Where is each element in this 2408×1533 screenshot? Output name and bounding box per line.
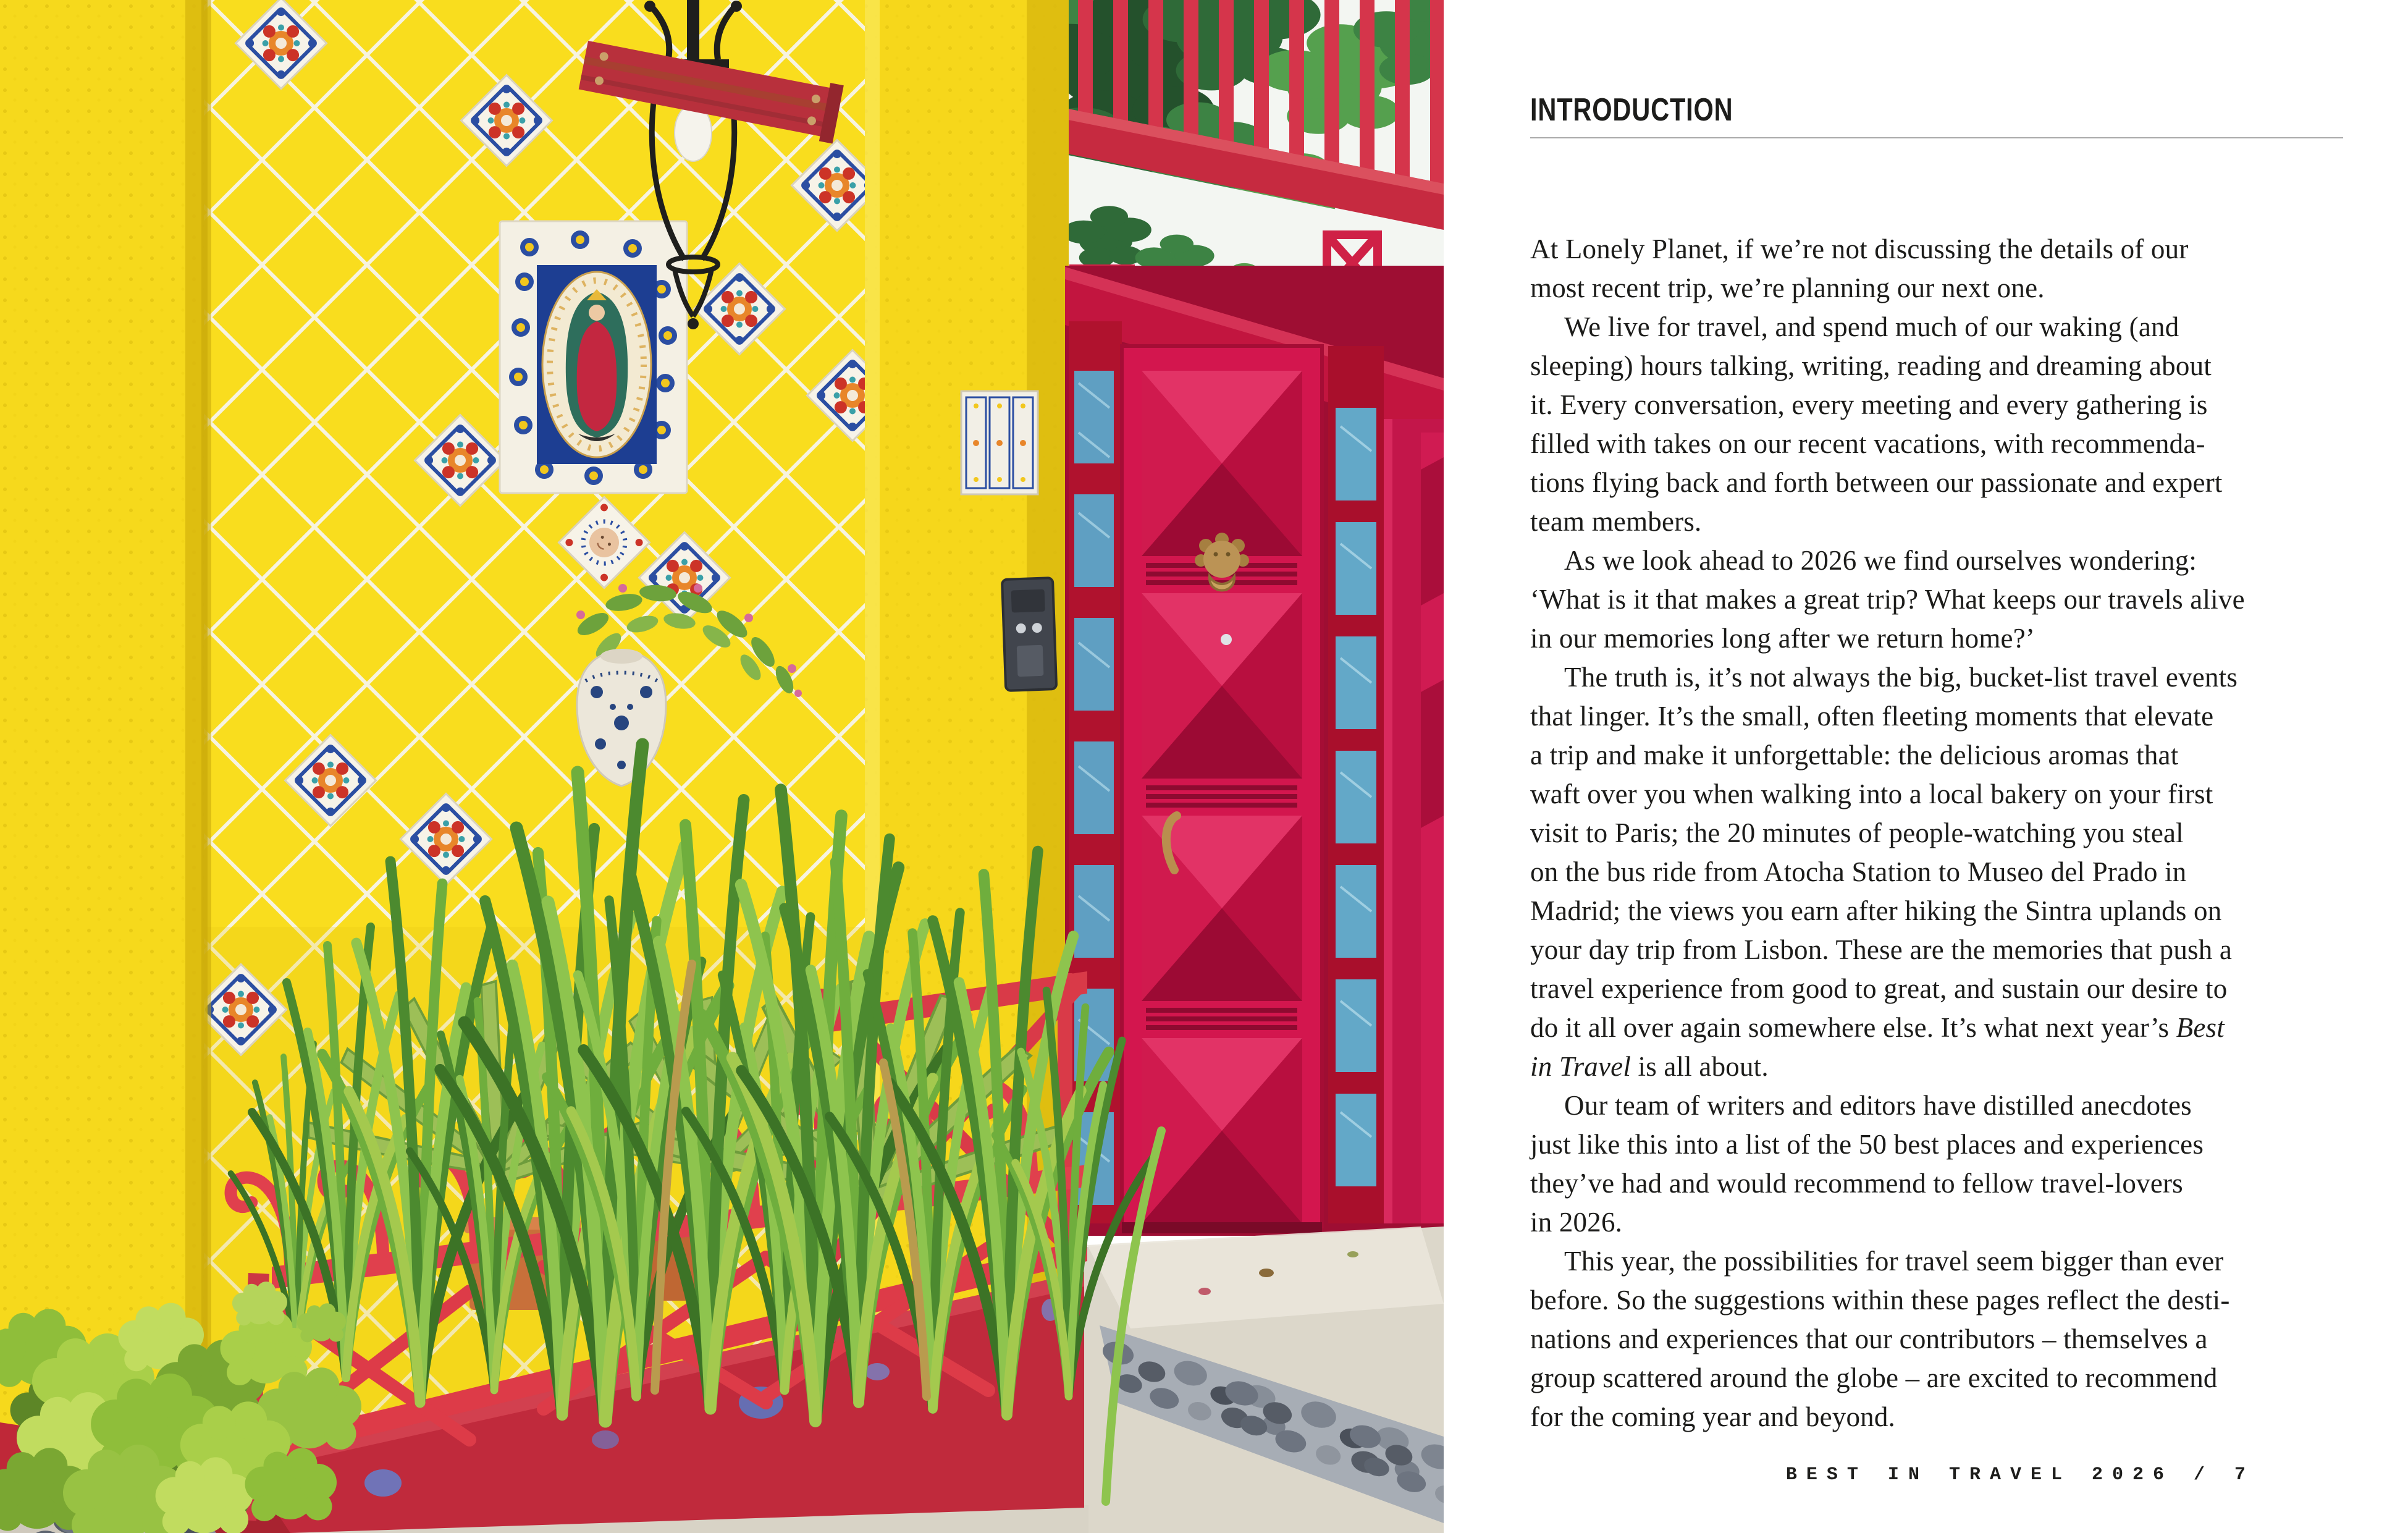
virgin-figure [566, 289, 628, 441]
heading-rule [1530, 137, 2343, 138]
body-paragraph: We live for travel, and spend much of our waking (and sleeping) hours talking, writing, reading and dreaming about it. Every conversation, every meeting and every gathering is filled with takes on our recent vacations, with recommenda- tions flying back and forth between our passionate and expert team members. [1530, 311, 2223, 537]
page-footer: BEST IN TRAVEL 2026 / 7 [1785, 1464, 2255, 1485]
body-paragraph: Our team of writers and editors have distilled anecdotes just like this into a list of the 50 best places and experiences they’ve had and would recommend to fellow travel-lovers in 2026. [1530, 1090, 2204, 1238]
red-door [1065, 266, 1444, 1236]
door-right-pillar [1384, 419, 1444, 1223]
body-paragraph: The truth is, it’s not always the big, bucket-list travel events that linger. It’s the small, often fleeting moments that elevate a trip and make it unforgettable: the delicious aromas that waft over you when walking into a local bakery on your first visit to Paris; the 20 minutes of people-watching you steal on the bus ride from Atocha Station to Museo del Prado in Madrid; the views you earn after hiking the Sintra uplands on your day trip from Lisbon. These are the memories that push a travel experience from good to great, and sustain our desire to do it all over again somewhere else. It’s what next year’s Best in Travel is all about. [1530, 662, 2238, 1082]
stucco-column-left [0, 0, 211, 1533]
door-leaf [1122, 346, 1322, 1227]
body-paragraph: This year, the possibilities for travel seem bigger than ever before. So the suggestions within these pages reflect the desti- nations and experiences that our contributors – themselves a group scattered around the globe – are excited to recommend for the coming year and beyond. [1530, 1246, 2230, 1432]
body-paragraph: At Lonely Planet, if we’re not discussing the details of our most recent trip, we’re planning our next one. [1530, 234, 2189, 303]
door-panel [1142, 371, 1302, 556]
door-threshold-shadow [1122, 1222, 1322, 1233]
doorbell-button [1221, 634, 1232, 645]
glass-blocks-right [1328, 346, 1384, 1223]
body-text [1530, 230, 2370, 1437]
intercom [1002, 578, 1056, 691]
section-heading: INTRODUCTION [1530, 92, 1733, 128]
text-page [1530, 0, 2343, 1533]
shrub [0, 1282, 361, 1533]
guadalupe-plaque [500, 221, 687, 493]
door-panel [1142, 593, 1302, 779]
house-number-plaque [961, 391, 1038, 494]
body-paragraph: As we look ahead to 2026 we find ourselves wondering: ‘What is it that makes a great trip? What keeps our travels alive in our memories long after we return home?’ [1530, 545, 2245, 654]
